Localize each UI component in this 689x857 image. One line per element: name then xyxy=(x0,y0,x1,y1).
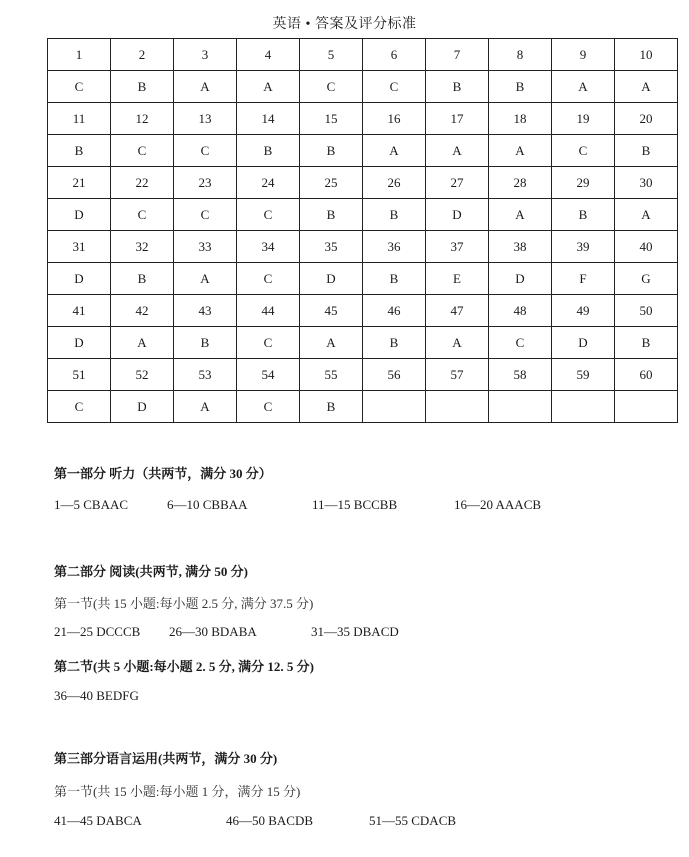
answer-cell: A xyxy=(174,391,237,423)
question-number-row xyxy=(48,231,678,263)
answer-row xyxy=(48,71,678,103)
question-number-cell: 40 xyxy=(615,231,678,263)
question-number-cell: 49 xyxy=(552,295,615,327)
answer-cell: D xyxy=(300,263,363,295)
question-number-cell: 21 xyxy=(48,167,111,199)
answer-group: 41—45 DABCA xyxy=(54,813,142,828)
answer-row xyxy=(48,199,678,231)
question-number-row xyxy=(48,103,678,135)
question-number-cell: 19 xyxy=(552,103,615,135)
answer-cell: D xyxy=(48,327,111,359)
answer-cell: C xyxy=(111,135,174,167)
question-number-cell: 59 xyxy=(552,359,615,391)
question-number-cell: 52 xyxy=(111,359,174,391)
answer-cell: B xyxy=(615,135,678,167)
question-number-cell: 53 xyxy=(174,359,237,391)
question-number-cell: 35 xyxy=(300,231,363,263)
question-number-cell: 51 xyxy=(48,359,111,391)
answer-cell xyxy=(489,391,552,423)
answer-group: 16—20 AAACB xyxy=(454,497,542,512)
answer-cell: A xyxy=(615,199,678,231)
question-number-cell: 46 xyxy=(363,295,426,327)
answer-cell: C xyxy=(111,199,174,231)
question-number-cell: 15 xyxy=(300,103,363,135)
answer-cell: B xyxy=(426,71,489,103)
answer-cell: B xyxy=(363,263,426,295)
question-number-cell: 45 xyxy=(300,295,363,327)
answer-cell: C xyxy=(174,135,237,167)
answer-cell: B xyxy=(300,391,363,423)
answer-cell: A xyxy=(111,327,174,359)
answer-cell: C xyxy=(237,391,300,423)
answer-cell: A xyxy=(426,135,489,167)
question-number-cell: 10 xyxy=(615,39,678,71)
question-number-cell: 22 xyxy=(111,167,174,199)
part1-heading: 第一部分 听力（共两节，满分 30 分） xyxy=(54,466,272,481)
answer-cell: C xyxy=(552,135,615,167)
answer-row xyxy=(48,327,678,359)
answer-cell: D xyxy=(48,263,111,295)
question-number-cell: 32 xyxy=(111,231,174,263)
question-number-cell: 38 xyxy=(489,231,552,263)
answer-cell: B xyxy=(111,71,174,103)
answer-cell: A xyxy=(237,71,300,103)
answer-cell: C xyxy=(489,327,552,359)
answer-cell: B xyxy=(300,199,363,231)
answer-cell xyxy=(552,391,615,423)
answer-cell: C xyxy=(237,327,300,359)
answer-cell: A xyxy=(174,263,237,295)
question-number-cell: 54 xyxy=(237,359,300,391)
question-number-cell: 12 xyxy=(111,103,174,135)
answer-cell: A xyxy=(363,135,426,167)
question-number-cell: 56 xyxy=(363,359,426,391)
part2-heading: 第二部分 阅读(共两节, 满分 50 分) xyxy=(54,564,248,579)
question-number-cell: 36 xyxy=(363,231,426,263)
answer-cell: C xyxy=(174,199,237,231)
answer-cell: C xyxy=(363,71,426,103)
answer-row xyxy=(48,135,678,167)
question-number-cell: 11 xyxy=(48,103,111,135)
answer-cell: B xyxy=(111,263,174,295)
question-number-cell: 57 xyxy=(426,359,489,391)
question-number-cell: 26 xyxy=(363,167,426,199)
answer-group: 6—10 CBBAA xyxy=(167,497,248,512)
question-number-cell: 14 xyxy=(237,103,300,135)
question-number-row xyxy=(48,359,678,391)
answer-group: 36—40 BEDFG xyxy=(54,688,139,703)
part3-section1-heading: 第一节(共 15 小题:每小题 1 分，满分 15 分) xyxy=(54,784,301,799)
answer-group: 51—55 CDACB xyxy=(369,813,457,828)
answer-cell: D xyxy=(489,263,552,295)
question-number-cell: 27 xyxy=(426,167,489,199)
answer-cell: C xyxy=(300,71,363,103)
question-number-cell: 43 xyxy=(174,295,237,327)
question-number-cell: 1 xyxy=(48,39,111,71)
answer-cell xyxy=(615,391,678,423)
answer-cell: C xyxy=(237,263,300,295)
answer-group: 46—50 BACDB xyxy=(226,813,314,828)
answer-group: 31—35 DBACD xyxy=(311,624,399,639)
answer-cell xyxy=(426,391,489,423)
page-title: 英语 • 答案及评分标准 xyxy=(272,17,417,32)
answer-cell: A xyxy=(489,135,552,167)
answer-row xyxy=(48,391,678,423)
question-number-cell: 42 xyxy=(111,295,174,327)
question-number-cell: 41 xyxy=(48,295,111,327)
answer-cell: B xyxy=(174,327,237,359)
answer-group: 11—15 BCCBB xyxy=(312,497,398,512)
question-number-row xyxy=(48,295,678,327)
answer-cell: D xyxy=(111,391,174,423)
answer-cell: F xyxy=(552,263,615,295)
answer-cell: B xyxy=(552,199,615,231)
question-number-cell: 29 xyxy=(552,167,615,199)
question-number-cell: 23 xyxy=(174,167,237,199)
question-number-cell: 25 xyxy=(300,167,363,199)
question-number-cell: 31 xyxy=(48,231,111,263)
question-number-row xyxy=(48,39,678,71)
answer-cell: G xyxy=(615,263,678,295)
answer-cell: A xyxy=(426,327,489,359)
question-number-cell: 8 xyxy=(489,39,552,71)
question-number-cell: 30 xyxy=(615,167,678,199)
question-number-cell: 6 xyxy=(363,39,426,71)
answer-cell xyxy=(363,391,426,423)
answer-cell: B xyxy=(489,71,552,103)
answer-cell: B xyxy=(363,199,426,231)
answer-cell: D xyxy=(48,199,111,231)
answer-cell: C xyxy=(48,71,111,103)
question-number-cell: 34 xyxy=(237,231,300,263)
part2-section1-heading: 第一节(共 15 小题:每小题 2.5 分, 满分 37.5 分) xyxy=(54,596,314,611)
answer-row xyxy=(48,263,678,295)
answer-cell: B xyxy=(48,135,111,167)
question-number-cell: 13 xyxy=(174,103,237,135)
answer-group: 1—5 CBAAC xyxy=(54,497,129,512)
part2-section2-heading: 第二节(共 5 小题:每小题 2. 5 分, 满分 12. 5 分) xyxy=(54,659,314,674)
answer-cell: B xyxy=(237,135,300,167)
question-number-cell: 5 xyxy=(300,39,363,71)
question-number-cell: 39 xyxy=(552,231,615,263)
answer-cell: A xyxy=(489,199,552,231)
question-number-cell: 9 xyxy=(552,39,615,71)
question-number-cell: 7 xyxy=(426,39,489,71)
question-number-cell: 48 xyxy=(489,295,552,327)
question-number-cell: 24 xyxy=(237,167,300,199)
question-number-cell: 60 xyxy=(615,359,678,391)
question-number-cell: 55 xyxy=(300,359,363,391)
answer-cell: A xyxy=(615,71,678,103)
question-number-cell: 18 xyxy=(489,103,552,135)
answer-cell: E xyxy=(426,263,489,295)
question-number-cell: 4 xyxy=(237,39,300,71)
question-number-cell: 58 xyxy=(489,359,552,391)
question-number-cell: 17 xyxy=(426,103,489,135)
question-number-cell: 2 xyxy=(111,39,174,71)
question-number-cell: 33 xyxy=(174,231,237,263)
answer-cell: A xyxy=(552,71,615,103)
answer-cell: B xyxy=(615,327,678,359)
answer-cell: D xyxy=(426,199,489,231)
question-number-cell: 3 xyxy=(174,39,237,71)
question-number-cell: 50 xyxy=(615,295,678,327)
part3-heading: 第三部分语言运用(共两节，满分 30 分) xyxy=(54,751,278,766)
answer-cell: B xyxy=(300,135,363,167)
question-number-cell: 47 xyxy=(426,295,489,327)
answer-cell: C xyxy=(237,199,300,231)
answer-cell: B xyxy=(363,327,426,359)
answer-group: 21—25 DCCCB xyxy=(54,624,141,639)
question-number-cell: 16 xyxy=(363,103,426,135)
question-number-cell: 28 xyxy=(489,167,552,199)
answer-cell: C xyxy=(48,391,111,423)
question-number-row xyxy=(48,167,678,199)
answer-cell: D xyxy=(552,327,615,359)
question-number-cell: 37 xyxy=(426,231,489,263)
answer-table xyxy=(47,38,678,423)
answer-group: 26—30 BDABA xyxy=(169,624,257,639)
question-number-cell: 44 xyxy=(237,295,300,327)
answer-cell: A xyxy=(300,327,363,359)
question-number-cell: 20 xyxy=(615,103,678,135)
answer-cell: A xyxy=(174,71,237,103)
